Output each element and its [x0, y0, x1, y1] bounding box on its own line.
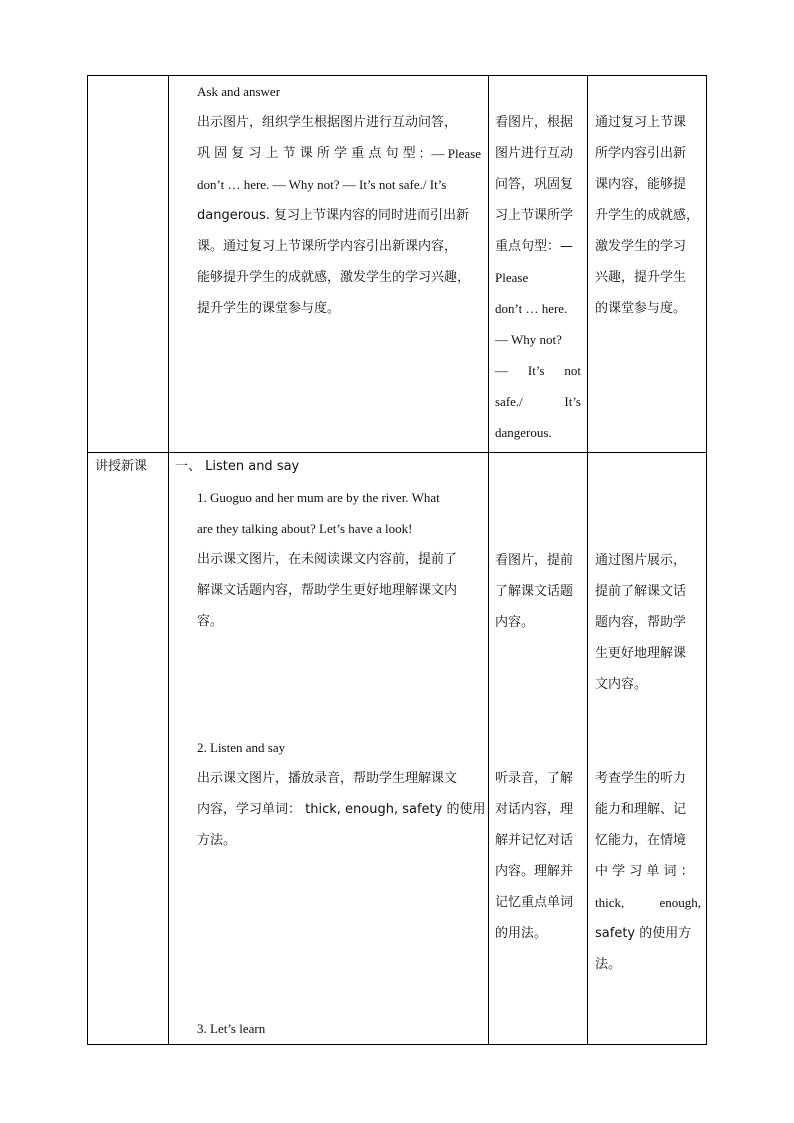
row1-student-activity [495, 107, 581, 448]
row1-line: 出示图片，组织学生根据图片进行互动问答， [197, 115, 458, 130]
student-line: 看图片，根据 [495, 115, 574, 130]
section-heading: 一、 Listen and say [175, 459, 300, 474]
column-divider [488, 76, 489, 1044]
student-line: 解并记忆对话 [495, 833, 574, 848]
step2-line: 内容，学习单词： thick, enough, safety 的使用 [197, 802, 486, 817]
step1-line: 容。 [197, 614, 224, 629]
purpose-line: 兴趣，提升学生 [595, 270, 687, 285]
purpose-line: 法。 [595, 957, 622, 972]
step1-line: are they talking about? Let’s have a look! [197, 521, 413, 536]
step1-design-purpose [595, 545, 686, 700]
student-line: 的用法。 [495, 926, 548, 941]
purpose-line: 生更好地理解课 [595, 646, 687, 661]
row1-line: dangerous. 复习上节课内容的同时进而引出新 [197, 208, 469, 223]
step1-student-activity [495, 545, 573, 638]
purpose-line: 文内容。 [595, 677, 648, 692]
purpose-line: 忆能力，在情境 [595, 833, 687, 848]
student-line: don’t … here. [495, 301, 568, 316]
step2-content [197, 732, 485, 856]
purpose-line: 提前了解课文话 [595, 584, 687, 599]
row1-line: 巩 固 复 习 上 节 课 所 学 重 点 句 型 ：— Please [197, 146, 481, 161]
student-line: — Why not? [495, 332, 562, 347]
step3-title: 3. Let’s learn [197, 1021, 266, 1036]
stage-label: 讲授新课 [95, 459, 148, 474]
purpose-line: safety 的使用方 [595, 926, 692, 941]
step1-line: 1. Guoguo and her mum are by the river. What [197, 490, 440, 505]
student-line: 重点句型：— [495, 239, 574, 254]
student-line: 听录音，了解 [495, 771, 574, 786]
row1-line: 课。通过复习上节课所学内容引出新课内容， [197, 239, 458, 254]
student-line: 习上节课所学 [495, 208, 574, 223]
purpose-line: 升学生的成就感， [595, 208, 700, 223]
student-line: 记忆重点单词 [495, 895, 574, 910]
row1-content [197, 76, 481, 324]
row1-design-purpose [595, 107, 699, 324]
student-line: dangerous. [495, 425, 552, 440]
student-line: 内容。 [495, 615, 535, 630]
purpose-line: 能力和理解、记 [595, 802, 687, 817]
purpose-line: thick, enough, [595, 895, 701, 910]
purpose-line: 中 学 习 单 词 ： [595, 864, 694, 879]
step2-line: 出示课文图片，播放录音，帮助学生理解课文 [197, 771, 458, 786]
student-line: 看图片，提前 [495, 553, 574, 568]
student-line: 图片进行互动 [495, 146, 574, 161]
purpose-line: 通过复习上节课 [595, 115, 687, 130]
row1-line: 提升学生的课堂参与度。 [197, 301, 341, 316]
step1-line: 解课文话题内容，帮助学生更好地理解课文内 [197, 583, 458, 598]
purpose-line: 考查学生的听力 [595, 771, 687, 786]
row1-line: don’t … here. — Why not? — It’s not safe./ It’s [197, 177, 447, 192]
student-line: safe./ It’s [495, 394, 581, 409]
row1-title: Ask and answer [197, 84, 281, 99]
purpose-line: 激发学生的学习 [595, 239, 687, 254]
student-line: — It’s not [495, 363, 581, 378]
purpose-line: 课内容，能够提 [595, 177, 687, 192]
row1-line: 能够提升学生的成就感，激发学生的学习兴趣， [197, 270, 471, 285]
student-line: Please [495, 270, 529, 285]
step2-student-activity [495, 763, 573, 949]
step1-line: 出示课文图片，在未阅读课文内容前，提前了 [197, 552, 458, 567]
student-line: 内容。理解并 [495, 864, 574, 879]
purpose-line: 所学内容引出新 [595, 146, 687, 161]
purpose-line: 通过图片展示， [595, 553, 687, 568]
purpose-line: 题内容，帮助学 [595, 615, 687, 630]
step2-design-purpose [595, 763, 701, 980]
student-line: 问答，巩固复 [495, 177, 574, 192]
step2-line: 2. Listen and say [197, 740, 286, 755]
student-line: 了解课文话题 [495, 584, 574, 599]
column-divider [168, 76, 169, 1044]
column-divider [587, 76, 588, 1044]
step2-line: 方法。 [197, 833, 237, 848]
step1-content [197, 482, 457, 637]
student-line: 对话内容，理 [495, 802, 574, 817]
purpose-line: 的课堂参与度。 [595, 301, 687, 316]
